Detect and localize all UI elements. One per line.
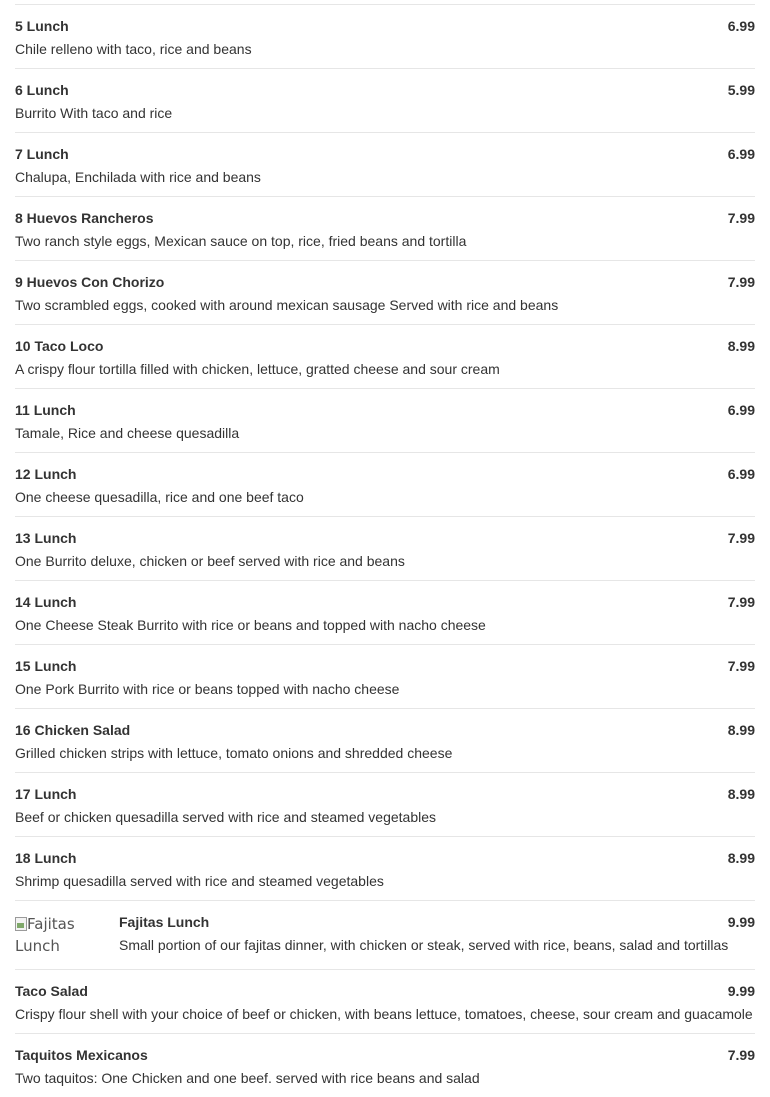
item-price: 6.99 — [727, 466, 755, 482]
menu-item[interactable] — [15, 773, 755, 837]
item-price: 8.99 — [727, 786, 755, 802]
item-description: Small portion of our fajitas dinner, with chicken or steak, served with rice, beans, salad and tortillas — [119, 937, 729, 953]
item-price: 7.99 — [727, 594, 755, 610]
menu-item[interactable] — [15, 69, 755, 133]
item-description: Grilled chicken strips with lettuce, tomato onions and shredded cheese — [15, 745, 453, 761]
item-name: 16 Chicken Salad — [15, 722, 131, 738]
menu-item[interactable] — [15, 325, 755, 389]
menu-item[interactable] — [15, 645, 755, 709]
menu-item[interactable] — [15, 133, 755, 197]
item-name: 9 Huevos Con Chorizo — [15, 274, 165, 290]
menu-item[interactable] — [15, 970, 755, 1034]
item-price: 6.99 — [727, 146, 755, 162]
item-price: 8.99 — [727, 850, 755, 866]
item-description: Chalupa, Enchilada with rice and beans — [15, 169, 261, 185]
item-name: 15 Lunch — [15, 658, 77, 674]
item-name: Taco Salad — [15, 983, 88, 999]
item-price: 7.99 — [727, 210, 755, 226]
menu-item[interactable] — [15, 517, 755, 581]
item-name: 6 Lunch — [15, 82, 69, 98]
item-description: Burrito With taco and rice — [15, 105, 173, 121]
item-price: 8.99 — [727, 338, 755, 354]
item-price: 7.99 — [727, 274, 755, 290]
item-description: One cheese quesadilla, rice and one beef taco — [15, 489, 304, 505]
item-description: One Burrito deluxe, chicken or beef served with rice and beans — [15, 553, 405, 569]
menu-item[interactable] — [15, 389, 755, 453]
image-alt-text: Fajitas Lunch — [15, 915, 75, 955]
item-price: 7.99 — [727, 530, 755, 546]
menu-item[interactable] — [15, 901, 755, 970]
menu-item[interactable] — [15, 837, 755, 901]
item-price: 5.99 — [727, 82, 755, 98]
item-description: Crispy flour shell with your choice of beef or chicken, with beans lettuce, tomatoes, cheese, sour cream and guacamole — [15, 1006, 753, 1022]
item-description: A crispy flour tortilla filled with chicken, lettuce, gratted cheese and sour cream — [15, 361, 500, 377]
menu-item[interactable] — [15, 1034, 755, 1097]
menu-item[interactable] — [15, 581, 755, 645]
item-price: 7.99 — [727, 658, 755, 674]
item-price: 9.99 — [727, 914, 755, 930]
item-price: 6.99 — [727, 18, 755, 34]
item-name: 17 Lunch — [15, 786, 77, 802]
item-name: 8 Huevos Rancheros — [15, 210, 154, 226]
item-name: Fajitas Lunch — [119, 914, 210, 930]
item-description: Chile relleno with taco, rice and beans — [15, 41, 252, 57]
item-name: 10 Taco Loco — [15, 338, 104, 354]
broken-image-icon — [15, 917, 27, 931]
item-image[interactable] — [15, 913, 105, 957]
item-name: 12 Lunch — [15, 466, 77, 482]
item-name: 7 Lunch — [15, 146, 69, 162]
item-name: 5 Lunch — [15, 18, 69, 34]
menu-list — [15, 0, 755, 1097]
item-description: Beef or chicken quesadilla served with rice and steamed vegetables — [15, 809, 437, 825]
item-name: 18 Lunch — [15, 850, 77, 866]
item-name: 13 Lunch — [15, 530, 77, 546]
item-description: Two taquitos: One Chicken and one beef. served with rice beans and salad — [15, 1070, 480, 1086]
item-name: 11 Lunch — [15, 402, 76, 418]
menu-item[interactable] — [15, 197, 755, 261]
item-description: One Pork Burrito with rice or beans topped with nacho cheese — [15, 681, 400, 697]
menu-item[interactable] — [15, 453, 755, 517]
item-price: 8.99 — [727, 722, 755, 738]
item-description: Two ranch style eggs, Mexican sauce on top, rice, fried beans and tortilla — [15, 233, 467, 249]
menu-item[interactable] — [15, 709, 755, 773]
item-description: Tamale, Rice and cheese quesadilla — [15, 425, 240, 441]
item-price: 6.99 — [727, 402, 755, 418]
menu-item[interactable] — [15, 5, 755, 69]
item-name: Taquitos Mexicanos — [15, 1047, 148, 1063]
item-description: Two scrambled eggs, cooked with around mexican sausage Served with rice and beans — [15, 297, 559, 313]
item-price: 9.99 — [727, 983, 755, 999]
item-description: One Cheese Steak Burrito with rice or beans and topped with nacho cheese — [15, 617, 486, 633]
item-price: 7.99 — [727, 1047, 755, 1063]
menu-item[interactable] — [15, 261, 755, 325]
item-name: 14 Lunch — [15, 594, 77, 610]
item-description: Shrimp quesadilla served with rice and steamed vegetables — [15, 873, 384, 889]
